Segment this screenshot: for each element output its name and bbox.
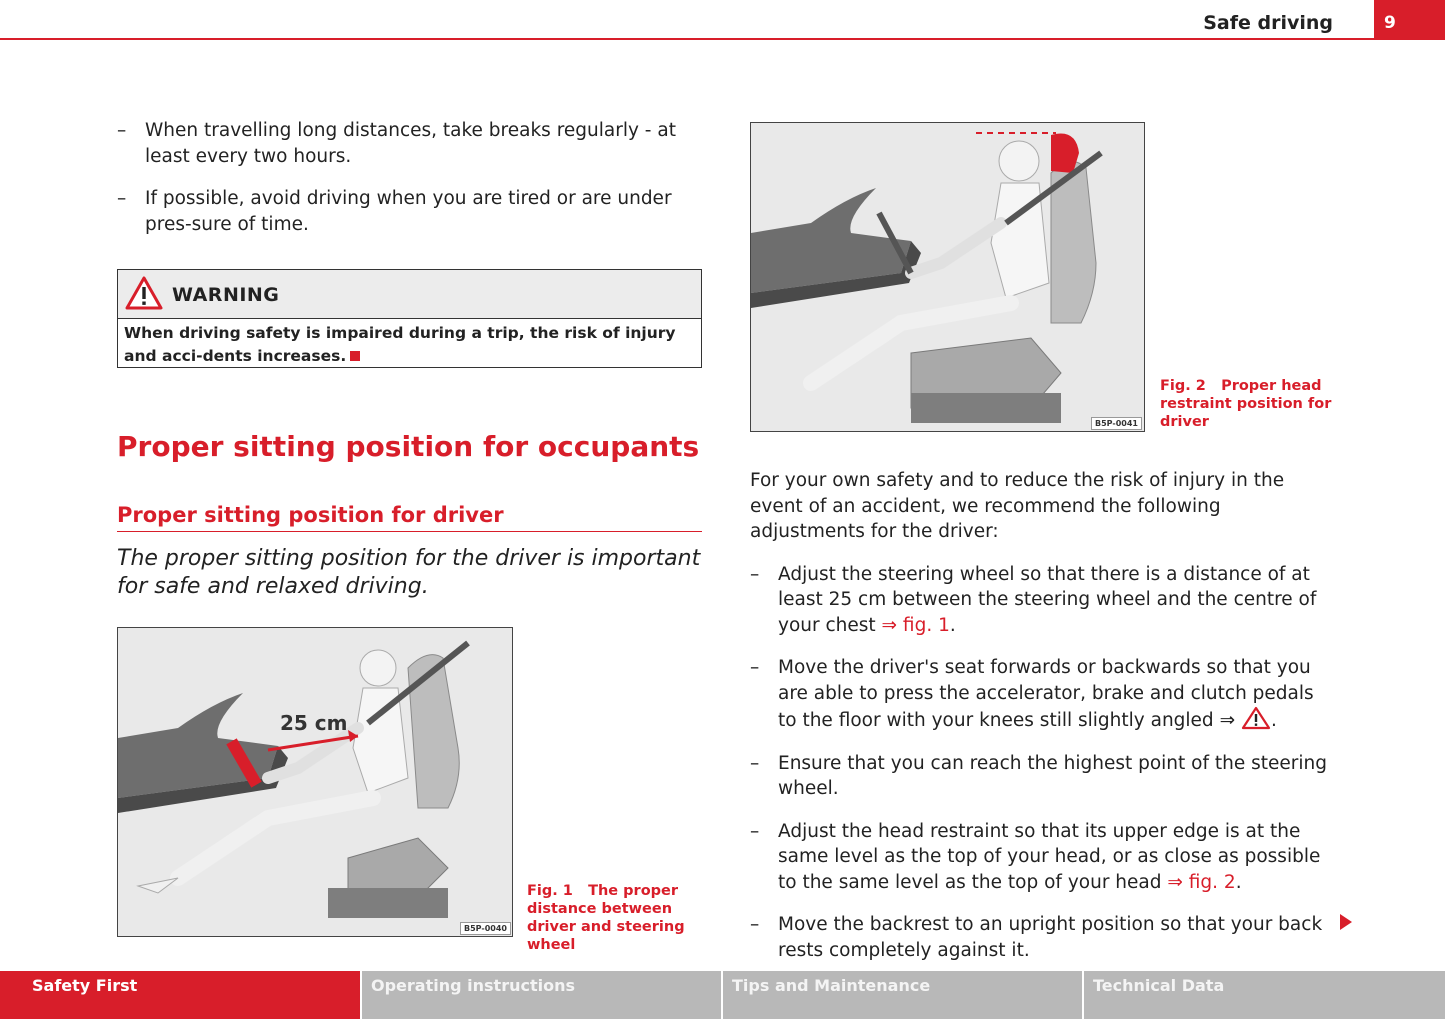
- subsection-title: Proper sitting position for driver: [117, 503, 702, 532]
- recommendation-intro: For your own safety and to reduce the risk of injury in the event of an accident, we recommend the following adjustments for the driver:: [750, 470, 1285, 542]
- intro-text: The proper sitting position for the driver is important for safe and relaxed driving.: [117, 546, 701, 599]
- list-item: – When travelling long distances, take breaks regularly - at least every two hours.: [117, 120, 676, 167]
- list-item: – Move the backrest to an upright position so that your back rests completely against it.: [750, 914, 1323, 961]
- figure-code: B5P-0041: [1091, 417, 1142, 430]
- figure-code: B5P-0040: [460, 922, 511, 935]
- list-item: – Adjust the steering wheel so that there is a distance of at least 25 cm between the steering wheel and the centre of your chest ⇒ fig. 1.: [750, 563, 1317, 636]
- header-rule: [0, 38, 1445, 40]
- left-bullet-list: [117, 118, 702, 254]
- footer-nav: [0, 971, 1445, 1019]
- tab-technical-data[interactable]: Technical Data: [1084, 971, 1445, 1019]
- figure-1-image: [117, 627, 513, 937]
- warning-triangle-icon: [1241, 706, 1271, 730]
- list-item: – Ensure that you can reach the highest point of the steering wheel.: [750, 752, 1327, 799]
- tab-tips-maintenance[interactable]: Tips and Maintenance: [723, 971, 1082, 1019]
- warning-header: [118, 270, 701, 319]
- page-number: 9: [1384, 13, 1396, 33]
- figure-2-caption: Fig. 2 Proper head restraint position for driver: [1160, 378, 1332, 430]
- page-number-badge: [1374, 0, 1445, 40]
- distance-label: 25 cm: [280, 711, 348, 735]
- list-item: – If possible, avoid driving when you are tired or are under pres-sure of time.: [117, 188, 672, 235]
- continue-arrow-icon[interactable]: [1340, 914, 1352, 930]
- list-item: – Move the driver's seat forwards or backwards so that you are able to press the accelerator, brake and clutch pedals to the floor with your knees still slightly angled ⇒ .: [750, 657, 1314, 731]
- figure-2-image: [750, 122, 1145, 432]
- list-item: – Adjust the head restraint so that its upper edge is at the same level as the top of your head, or as close as possible to the same level as the top of your head ⇒ fig. 2.: [750, 820, 1321, 893]
- chapter-title: Safe driving: [1203, 12, 1333, 34]
- warning-link[interactable]: ⇒: [1220, 710, 1271, 731]
- warning-triangle-icon: [125, 276, 163, 310]
- tab-operating-instructions[interactable]: Operating instructions: [362, 971, 721, 1019]
- head-restraint-illustration: [751, 123, 1144, 431]
- tab-safety-first[interactable]: Safety First: [0, 971, 360, 1019]
- warning-title: WARNING: [172, 284, 280, 306]
- warning-text: When driving safety is impaired during a trip, the risk of injury and acci-dents increases.: [124, 324, 676, 365]
- figure-1-caption: Fig. 1 The proper distance between driver and steering wheel: [527, 883, 685, 953]
- right-column: [750, 468, 1335, 980]
- driver-distance-illustration: [118, 628, 512, 936]
- warning-box: [117, 269, 702, 368]
- figure-2-link[interactable]: ⇒ fig. 2: [1167, 871, 1236, 893]
- end-marker-icon: [350, 351, 360, 361]
- figure-1-link[interactable]: ⇒ fig. 1: [881, 614, 950, 636]
- section-title: Proper sitting position for occupants: [117, 430, 700, 463]
